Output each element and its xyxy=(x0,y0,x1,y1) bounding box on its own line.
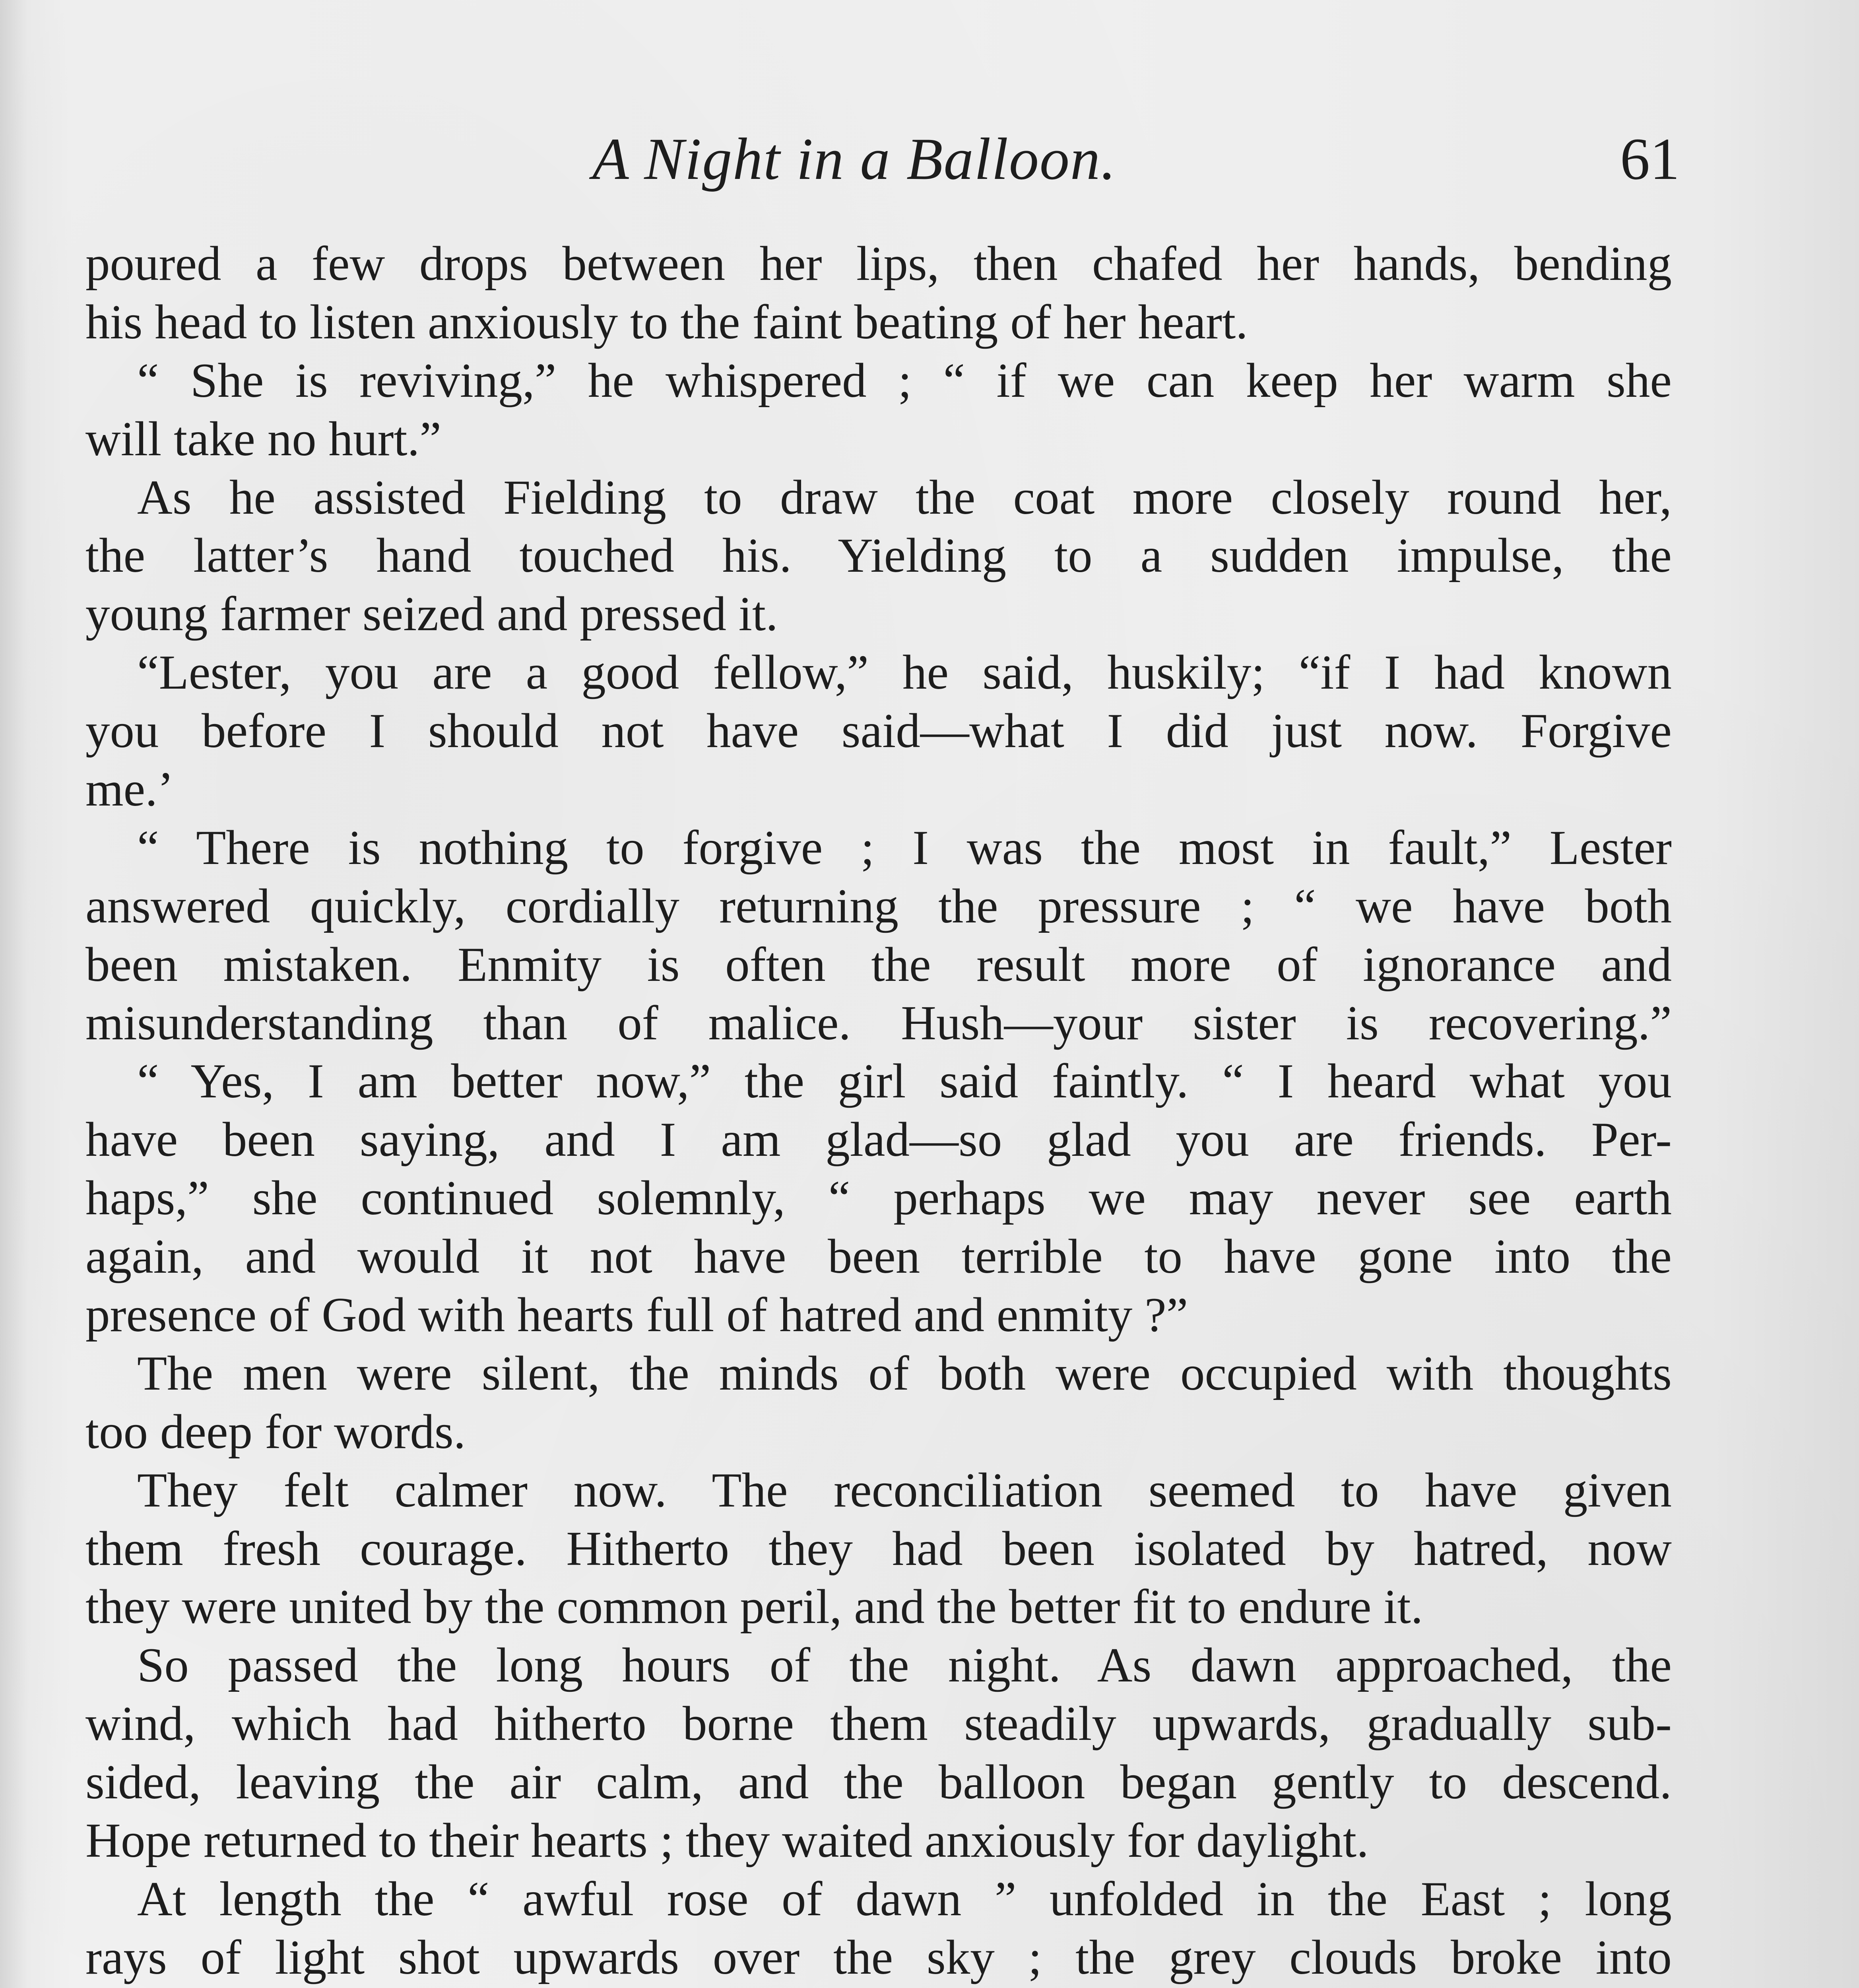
text-line: “ Yes, I am better now,” the girl said faintly. “ I heard what you xyxy=(137,1054,1672,1109)
text-line: they were united by the common peril, and the better fit to endure it. xyxy=(85,1579,1423,1634)
text-line: been mistaken. Enmity is often the result more of ignorance and xyxy=(85,937,1672,992)
text-line: sided, leaving the air calm, and the balloon began gently to descend. xyxy=(85,1755,1672,1809)
text-line: misunderstanding than of malice. Hush—your sister is recovering.” xyxy=(85,995,1672,1050)
text-line: haps,” she continued solemnly, “ perhaps we may never see earth xyxy=(85,1171,1672,1225)
chapter-title: A Night in a Balloon. xyxy=(592,126,1117,192)
body-text xyxy=(85,235,1672,1988)
text-line: So passed the long hours of the night. As dawn approached, the xyxy=(137,1638,1672,1693)
text-line: have been saying, and I am glad—so glad you are friends. Per- xyxy=(85,1112,1672,1167)
text-line: will take no hurt.” xyxy=(85,411,441,466)
text-line: too deep for words. xyxy=(85,1404,466,1459)
text-line: They felt calmer now. The reconciliation seemed to have given xyxy=(137,1462,1672,1517)
text-line: again, and would it not have been terrible to have gone into the xyxy=(85,1229,1672,1284)
text-line: presence of God with hearts full of hatred and enmity ?” xyxy=(85,1287,1188,1342)
running-head xyxy=(0,119,1859,199)
text-line: answered quickly, cordially returning the pressure ; “ we have both xyxy=(85,878,1672,933)
text-line: At length the “ awful rose of dawn ” unfolded in the East ; long xyxy=(137,1871,1672,1926)
text-line: As he assisted Fielding to draw the coat more closely round her, xyxy=(137,470,1672,524)
text-line: poured a few drops between her lips, then chafed her hands, bending xyxy=(85,236,1672,291)
text-line: his head to listen anxiously to the faint beating of her heart. xyxy=(85,294,1248,349)
text-line: them fresh courage. Hitherto they had been isolated by hatred, now xyxy=(85,1521,1672,1576)
page-number: 61 xyxy=(1620,126,1680,192)
text-line: me.’ xyxy=(85,762,174,817)
text-line: “ She is reviving,” he whispered ; “ if we can keep her warm she xyxy=(137,353,1672,408)
text-line: the latter’s hand touched his. Yielding to a sudden impulse, the xyxy=(85,528,1672,583)
text-line: The men were silent, the minds of both were occupied with thoughts xyxy=(137,1345,1672,1400)
text-line: “ There is nothing to forgive ; I was the most in fault,” Lester xyxy=(137,820,1672,875)
text-line: wind, which had hitherto borne them steadily upwards, gradually sub- xyxy=(85,1696,1672,1751)
text-line: Hope returned to their hearts ; they waited anxiously for daylight. xyxy=(85,1813,1369,1868)
text-line: “Lester, you are a good fellow,” he said, huskily; “if I had known xyxy=(137,645,1672,700)
text-line: you before I should not have said—what I did just now. Forgive xyxy=(85,703,1672,758)
text-line: young farmer seized and pressed it. xyxy=(85,586,778,641)
text-line: rays of light shot upwards over the sky ; the grey clouds broke into xyxy=(85,1930,1672,1984)
